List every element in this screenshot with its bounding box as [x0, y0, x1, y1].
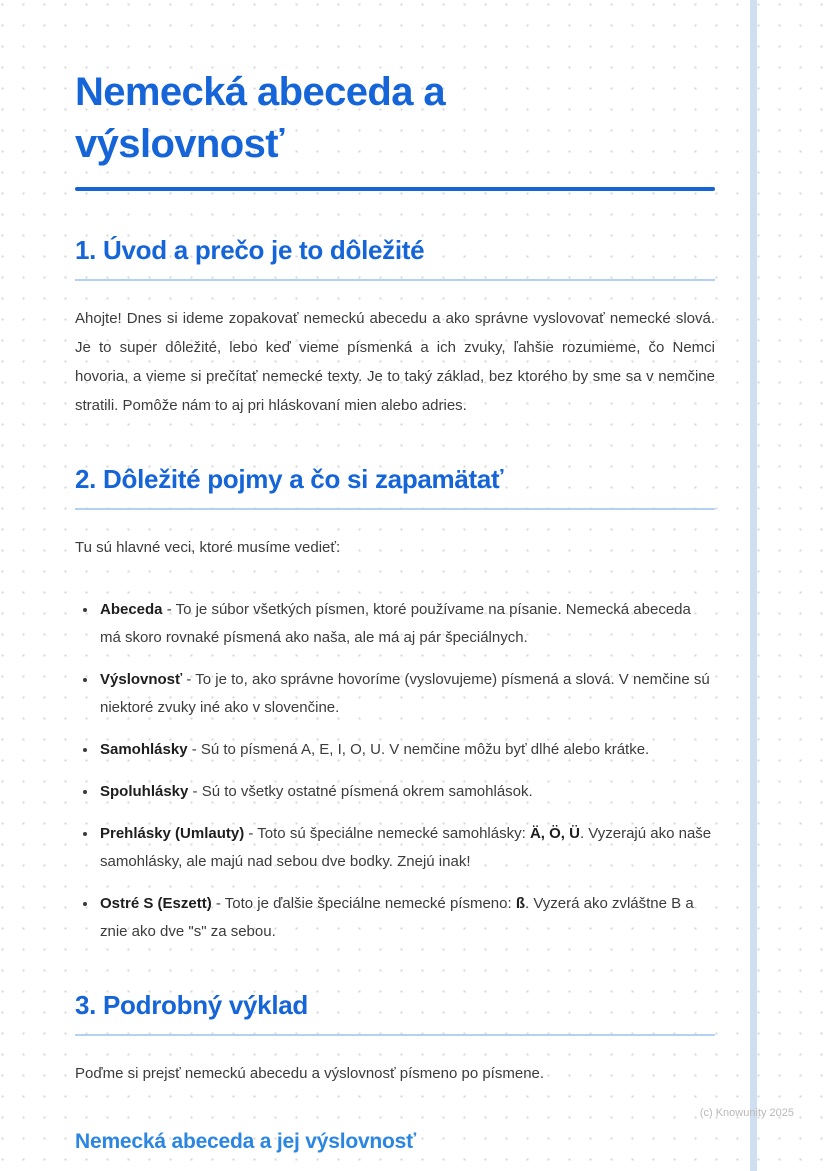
key-term-item: • Abeceda - To je súbor všetkých písmen, ktoré používame na písanie. Nemecká abeceda má skoro rovnaké písmená ako naša, ale má aj pár špeciálnych. [98, 596, 715, 652]
page-title: Nemecká abeceda a výslovnosť [75, 70, 446, 166]
key-term-item: • Ostré S (Eszett) - Toto je ďalšie špeciálne nemecké písmeno: ß. Vyzerá ako zvláštne B a znie ako dve "s" za sebou. [98, 890, 715, 946]
decorative-stripe [750, 0, 757, 1171]
title-divider [75, 187, 715, 191]
subsection-heading-alphabet: Nemecká abeceda a jej výslovnosť [75, 1130, 417, 1153]
detail-paragraph: Poďme si prejsť nemeckú abecedu a výslovnosť písmeno po písmene. [75, 1065, 545, 1082]
key-term-item: • Výslovnosť - To je to, ako správne hovoríme (vyslovujeme) písmená a slová. V nemčine sú niektoré zvuky iné ako v slovenčine. [98, 666, 715, 722]
intro-paragraph: Ahojte! Dnes si ideme zopakovať nemeckú abecedu a ako správne vyslovovať nemecké slová. Je to super dôležité, lebo keď vieme písmenká a ich zvuky, ľahšie rozumieme, čo Nemci hovoria, a vieme si prečítať nemecké texty. Je to taký základ, bez ktorého by sme sa v nemčine stratili. Pomôže nám to aj pri hláskovaní mien alebo adries. [75, 310, 715, 414]
section-heading-intro: 1. Úvod a prečo je to dôležité [75, 235, 715, 281]
document-content [75, 0, 715, 1154]
section-heading-detail: 3. Podrobný výklad [75, 990, 715, 1036]
key-term-item: • Prehlásky (Umlauty) - Toto sú špeciálne nemecké samohlásky: Ä, Ö, Ü. Vyzerajú ako naše samohlásky, ale majú nad sebou dve bodky. Znejú inak! [98, 820, 715, 876]
key-term-item: • Samohlásky - Sú to písmená A, E, I, O, U. V nemčine môžu byť dlhé alebo krátke. [98, 736, 715, 764]
terms-intro: Tu sú hlavné veci, ktoré musíme vedieť: [75, 539, 341, 556]
section-heading-terms: 2. Dôležité pojmy a čo si zapamätať [75, 464, 715, 510]
key-terms-list [75, 596, 715, 946]
copyright-note: (c) Knowunity 2025 [699, 1107, 794, 1119]
key-term-item: • Spoluhlásky - Sú to všetky ostatné písmená okrem samohlások. [98, 778, 715, 806]
